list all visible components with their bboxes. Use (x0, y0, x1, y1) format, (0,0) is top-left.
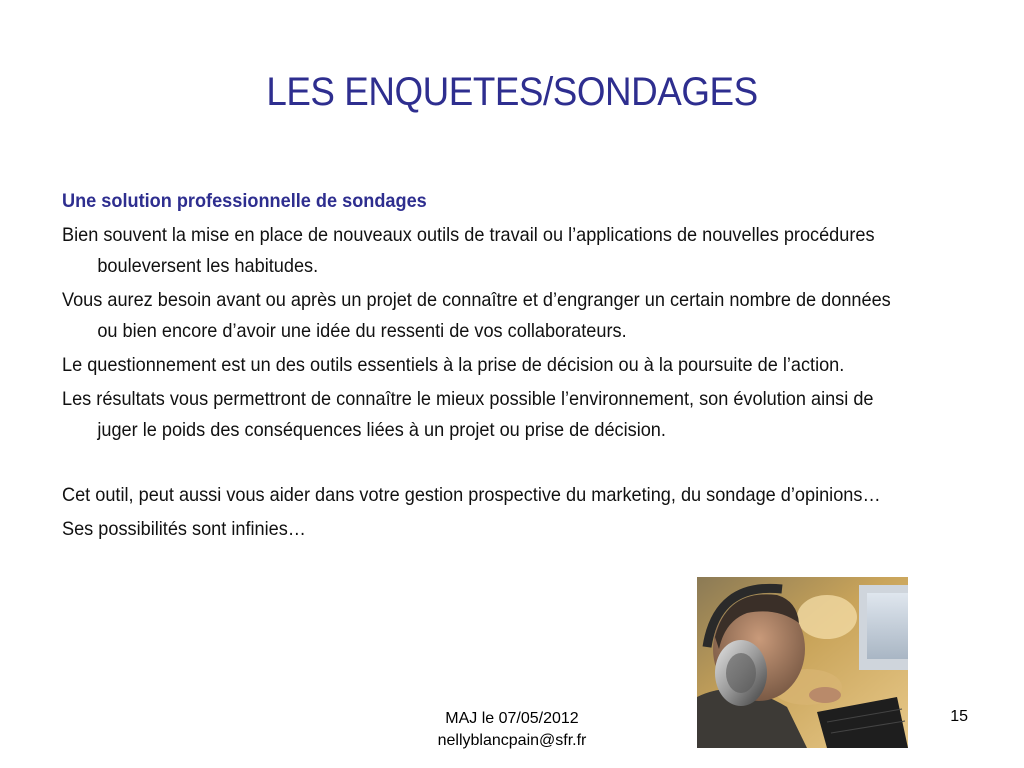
paragraph-6: Ses possibilités sont infinies… (62, 518, 306, 540)
footer-email: nellyblancpain@sfr.fr (437, 732, 587, 749)
slide-title: LES ENQUETES/SONDAGES (266, 70, 758, 114)
paragraph-2: Vous aurez besoin avant ou après un projet de connaître et d’engranger un certain nombre de données ou bien encore d’avoir une idée du ressenti de vos collaborateurs. (62, 289, 891, 342)
headphones-photo-illustration (697, 577, 908, 748)
headphones-photo (697, 577, 908, 748)
slide-body (62, 186, 899, 548)
paragraph-3: Le questionnement est un des outils essentiels à la prise de décision ou à la poursuite de l’action. (62, 354, 845, 376)
subheading: Une solution professionnelle de sondages (62, 190, 427, 212)
footer-date: MAJ le 07/05/2012 (445, 710, 579, 727)
footer (400, 708, 624, 752)
paragraph-5: Cet outil, peut aussi vous aider dans votre gestion prospective du marketing, du sondage d’opinions… (62, 484, 881, 506)
paragraph-4: Les résultats vous permettront de connaître le mieux possible l’environnement, son évolution ainsi de juger le poids des conséquences liées à un projet ou prise de décision. (62, 388, 874, 441)
paragraph-1: Bien souvent la mise en place de nouveaux outils de travail ou l’applications de nouvelles procédures bouleversent les habitudes. (62, 224, 875, 277)
page-number: 15 (950, 708, 968, 725)
